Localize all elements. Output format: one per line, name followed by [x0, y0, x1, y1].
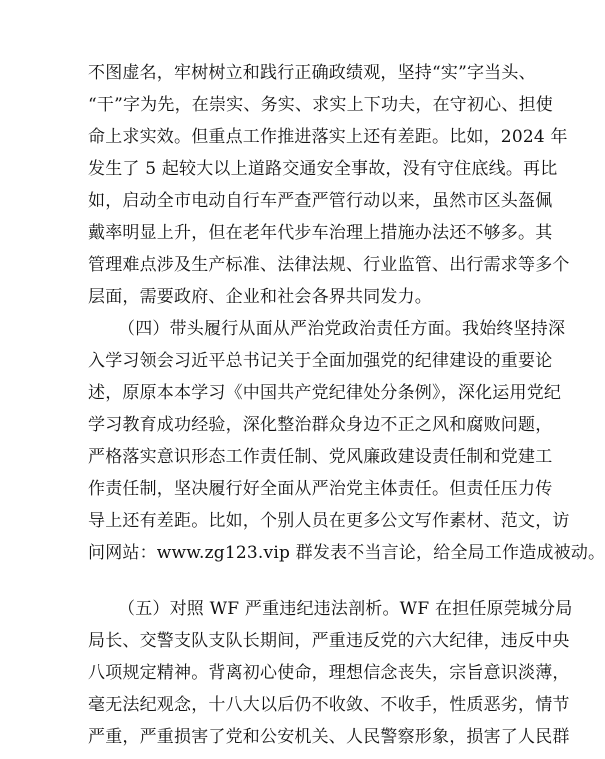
paragraph-2-line-1: （四）带头履行从面从严治党政治责任方面。我始终坚持深 — [118, 319, 566, 339]
paragraph-2-line-3: 述，原原本本学习《中国共产党纪律处分条例》，深化运用党纪 — [88, 383, 562, 403]
paragraph-1-line-7: 管理难点涉及生产标准、法律法规、行业监管、出行需求等多个 — [88, 255, 570, 275]
paragraph-3-line-5: 严重，严重损害了党和公安机关、人民警察形象，损害了人民群 — [88, 727, 570, 747]
paragraph-2-line-5: 严格落实意识形态工作责任制、党风廉政建设责任制和党建工 — [88, 447, 553, 467]
paragraph-3-line-2: 局长、交警支队支队长期间，严重违反党的六大纪律，违反中央 — [88, 631, 570, 651]
paragraph-2-line-6: 作责任制，坚决履行好全面从严治党主体责任。但责任压力传 — [88, 479, 553, 499]
paragraph-2-line-4: 学习教育成功经验，深化整治群众身边不正之风和腐败问题， — [88, 415, 553, 435]
paragraph-1-line-2: “干”字为先，在崇实、务实、求实上下功夫，在守初心、担使 — [88, 95, 553, 115]
paragraph-1-line-1: 不图虚名，牢树树立和践行正确政绩观，坚持“实”字当头、 — [88, 63, 536, 83]
paragraph-1-line-8: 层面，需要政府、企业和社会各界共同发力。 — [88, 287, 432, 307]
paragraph-2-line-8: 问网站：www.zg123.vip 群发表不当言论，给全局工作造成被动。 — [88, 543, 605, 563]
paragraph-3-line-3: 八项规定精神。背离初心使命，理想信念丧失，宗旨意识淡薄， — [88, 663, 570, 683]
paragraph-1-line-6: 戴率明显上升，但在老年代步车治理上措施办法还不够多。其 — [88, 223, 553, 243]
paragraph-1-line-4: 发生了 5 起较大以上道路交通安全事故，没有守住底线。再比 — [88, 159, 558, 179]
paragraph-1-line-3: 命上求实效。但重点工作推进落实上还有差距。比如，2024 年 — [88, 127, 568, 147]
paragraph-3-line-4: 毫无法纪观念，十八大以后仍不收敛、不收手，性质恶劣，情节 — [88, 695, 570, 715]
paragraph-3-line-1: （五）对照 WF 严重违纪违法剖析。WF 在担任原莞城分局 — [118, 599, 573, 619]
paragraph-1-line-5: 如，启动全市电动自行车严查严管行动以来，虽然市区头盔佩 — [88, 191, 553, 211]
paragraph-2-line-7: 导上还有差距。比如，个别人员在更多公文写作素材、范文，访 — [88, 511, 570, 531]
paragraph-2-line-2: 入学习领会习近平总书记关于全面加强党的纪律建设的重要论 — [88, 351, 553, 371]
